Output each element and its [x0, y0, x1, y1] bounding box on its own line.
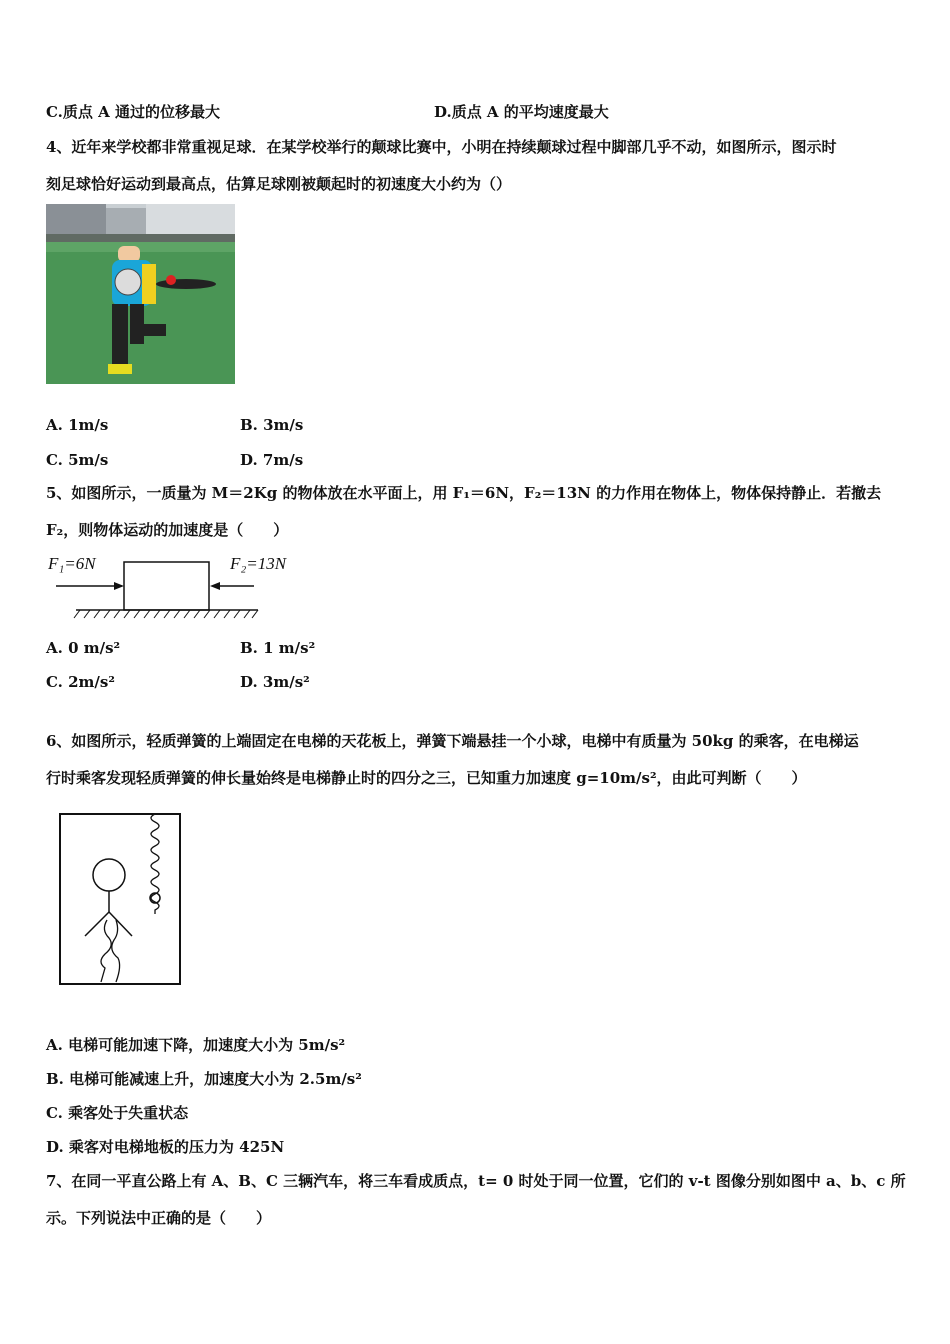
q7-stem-line1: 7、在同一平直公路上有 A、B、C 三辆汽车，将三车看成质点，t= 0 时处于同一位置，它们的 v-t 图像分别如图中 a、b、c 所	[46, 1172, 906, 1190]
passenger-head	[93, 859, 125, 891]
q6-option-b: B. 电梯可能减速上升，加速度大小为 2.5m/s²	[46, 1070, 362, 1088]
block	[124, 562, 209, 610]
q4-soccer-photo	[46, 204, 235, 384]
q7-stem-line2: 示。下列说法中正确的是（ ）	[46, 1209, 272, 1227]
elevator-box	[60, 814, 180, 984]
q5-option-c: C. 2m/s²	[46, 673, 115, 691]
q5-stem-line2: F₂，则物体运动的加速度是（ ）	[46, 521, 289, 539]
q4-option-a: A. 1m/s	[46, 416, 109, 434]
q4-option-d: D. 7m/s	[240, 451, 304, 469]
q5-option-b: B. 1 m/s²	[240, 639, 316, 657]
f2-label: F₂=13N	[230, 554, 287, 573]
q3-option-d: D.质点 A 的平均速度最大	[434, 103, 609, 121]
q5-option-d: D. 3m/s²	[240, 673, 310, 691]
spring	[151, 814, 159, 914]
q6-option-a: A. 电梯可能加速下降，加速度大小为 5m/s²	[46, 1036, 346, 1054]
q4-option-b: B. 3m/s	[240, 416, 304, 434]
q3-option-c: C.质点 A 通过的位移最大	[46, 103, 220, 121]
q4-option-c: C. 5m/s	[46, 451, 109, 469]
q6-elevator-diagram	[58, 812, 184, 988]
q6-stem-line1: 6、如图所示，轻质弹簧的上端固定在电梯的天花板上，弹簧下端悬挂一个小球，电梯中有质量为 50kg 的乘客，在电梯运	[46, 732, 859, 750]
f1-label: F₁=6N	[48, 554, 96, 573]
q6-stem-line2: 行时乘客发现轻质弹簧的伸长量始终是电梯静止时的四分之三，已知重力加速度 g=10m/s²，由此可判断（ ）	[46, 769, 807, 787]
q5-option-a: A. 0 m/s²	[46, 639, 121, 657]
q4-stem-line1: 4、近年来学校都非常重视足球．在某学校举行的颠球比赛中，小明在持续颠球过程中脚部几乎不动，如图所示，图示时	[46, 138, 837, 156]
q6-option-c: C. 乘客处于失重状态	[46, 1104, 189, 1122]
q4-stem-line2: 刻足球恰好运动到最高点，估算足球刚被颠起时的初速度大小约为（）	[46, 175, 512, 193]
q6-option-d: D. 乘客对电梯地板的压力为 425N	[46, 1138, 285, 1156]
q5-force-diagram	[46, 550, 287, 622]
q5-stem-line1: 5、如图所示，一质量为 M＝2Kg 的物体放在水平面上，用 F₁＝6N，F₂＝13N 的力作用在物体上，物体保持静止．若撤去	[46, 484, 882, 502]
